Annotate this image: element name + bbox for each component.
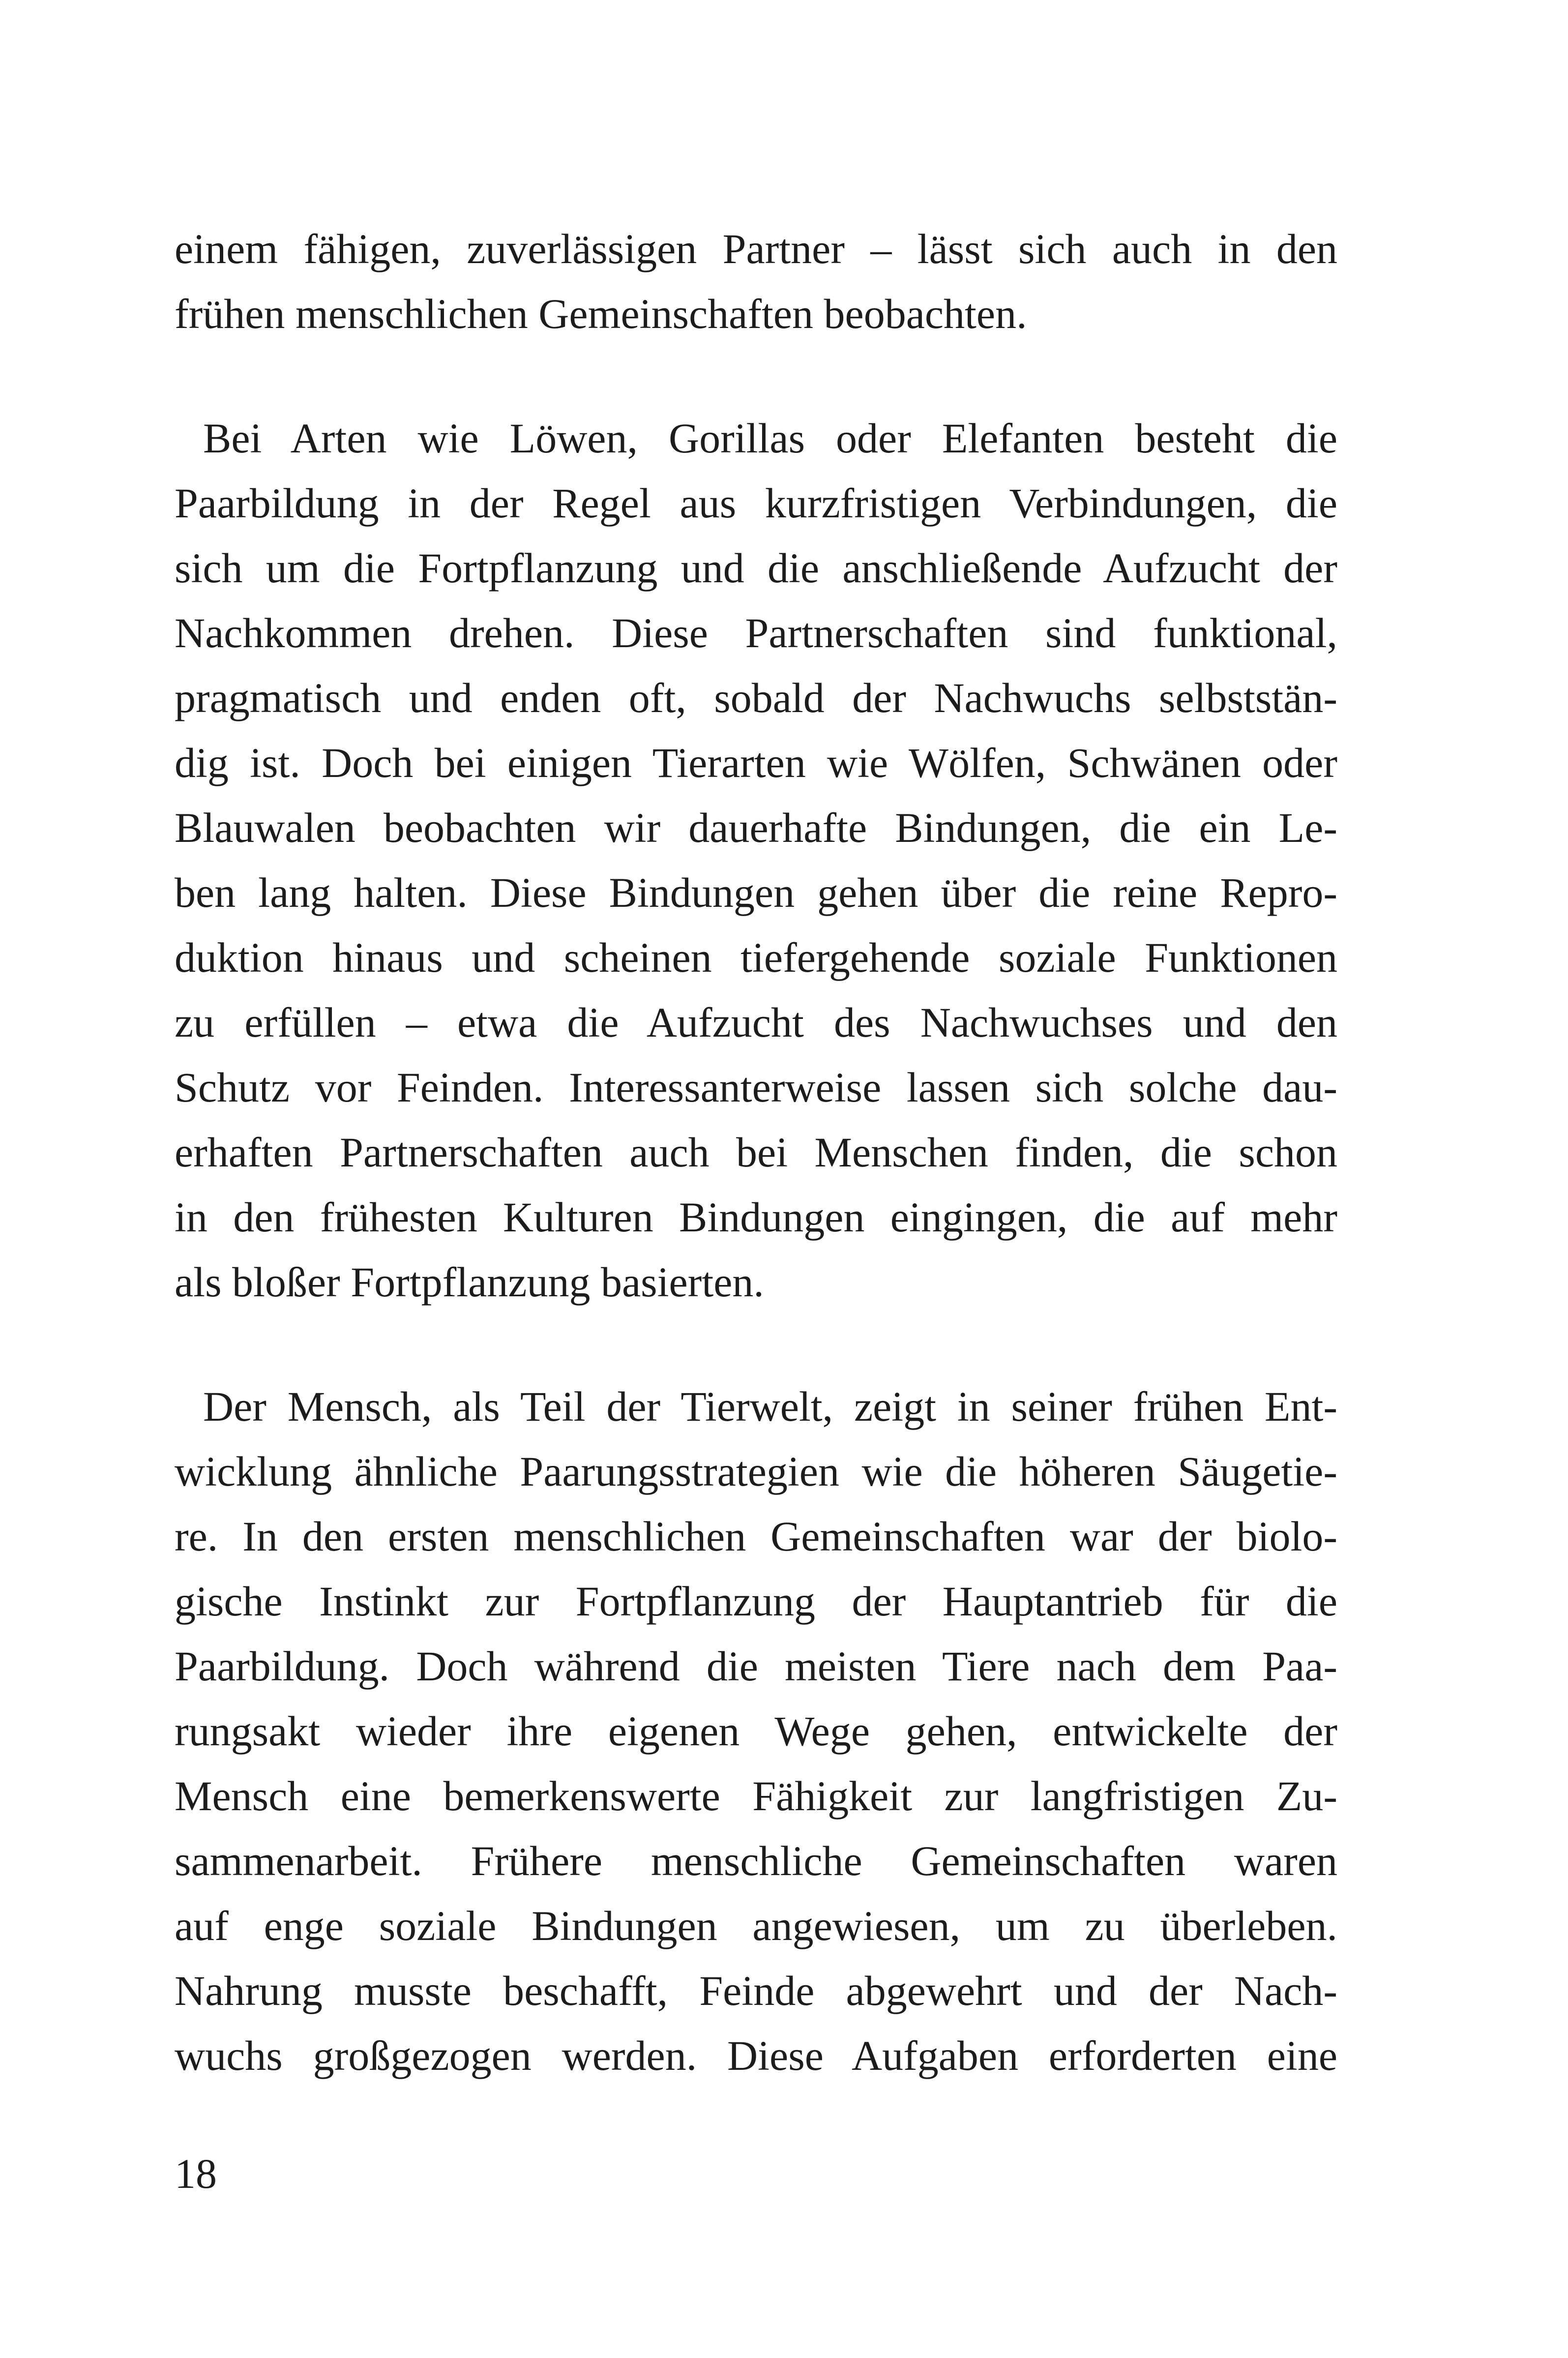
text-line: Schutz vor Feinden. Interessanterweise lassen sich solche dau- xyxy=(175,1064,1337,1111)
text-line: Nahrung musste beschafft, Feinde abgewehrt und der Nach- xyxy=(175,1967,1337,2014)
text-line: frühen menschlichen Gemeinschaften beobachten. xyxy=(175,290,1027,337)
text-line: erhaften Partnerschaften auch bei Menschen finden, die schon xyxy=(175,1129,1337,1176)
body-text xyxy=(175,216,1337,2088)
text-line: Mensch eine bemerkenswerte Fähigkeit zur langfristigen Zu- xyxy=(175,1772,1337,1820)
text-line: sammenarbeit. Frühere menschliche Gemeinschaften waren xyxy=(175,1837,1337,1884)
text-line: als bloßer Fortpflanzung basierten. xyxy=(175,1258,764,1306)
text-line: in den frühesten Kulturen Bindungen eingingen, die auf mehr xyxy=(175,1194,1337,1241)
paragraph-1 xyxy=(175,216,1337,346)
text-line: auf enge soziale Bindungen angewiesen, um zu überleben. xyxy=(175,1902,1337,1949)
text-line: einem fähigen, zuverlässigen Partner – lässt sich auch in den xyxy=(175,225,1337,272)
paragraph-2 xyxy=(175,406,1337,1314)
text-line: pragmatisch und enden oft, sobald der Nachwuchs selbststän- xyxy=(175,674,1337,721)
text-line: ben lang halten. Diese Bindungen gehen über die reine Repro- xyxy=(175,869,1337,916)
text-line: Bei Arten wie Löwen, Gorillas oder Elefanten besteht die xyxy=(203,415,1337,462)
page-number: 18 xyxy=(175,2150,217,2197)
text-line: re. In den ersten menschlichen Gemeinschaften war der biolo- xyxy=(175,1513,1337,1560)
text-line: Paarbildung in der Regel aus kurzfristigen Verbindungen, die xyxy=(175,479,1337,527)
text-line: sich um die Fortpflanzung und die anschließende Aufzucht der xyxy=(175,544,1337,592)
text-line: Der Mensch, als Teil der Tierwelt, zeigt in seiner frühen Ent- xyxy=(203,1383,1337,1430)
text-line: wuchs großgezogen werden. Diese Aufgaben erforderten eine xyxy=(175,2032,1337,2079)
text-line: dig ist. Doch bei einigen Tierarten wie Wölfen, Schwänen oder xyxy=(175,739,1337,786)
text-line: zu erfüllen – etwa die Aufzucht des Nachwuchses und den xyxy=(175,999,1337,1046)
text-line: wicklung ähnliche Paarungsstrategien wie die höheren Säugetie- xyxy=(175,1448,1337,1495)
text-line: Blauwalen beobachten wir dauerhafte Bindungen, die ein Le- xyxy=(175,804,1337,851)
text-line: Nachkommen drehen. Diese Partnerschaften sind funktional, xyxy=(175,609,1337,657)
text-line: Paarbildung. Doch während die meisten Tiere nach dem Paa- xyxy=(175,1642,1337,1690)
text-line: gische Instinkt zur Fortpflanzung der Hauptantrieb für die xyxy=(175,1578,1337,1625)
text-line: rungsakt wieder ihre eigenen Wege gehen, entwickelte der xyxy=(175,1707,1337,1755)
paragraph-3 xyxy=(175,1374,1337,2088)
text-line: duktion hinaus und scheinen tiefergehende soziale Funktionen xyxy=(175,934,1337,981)
